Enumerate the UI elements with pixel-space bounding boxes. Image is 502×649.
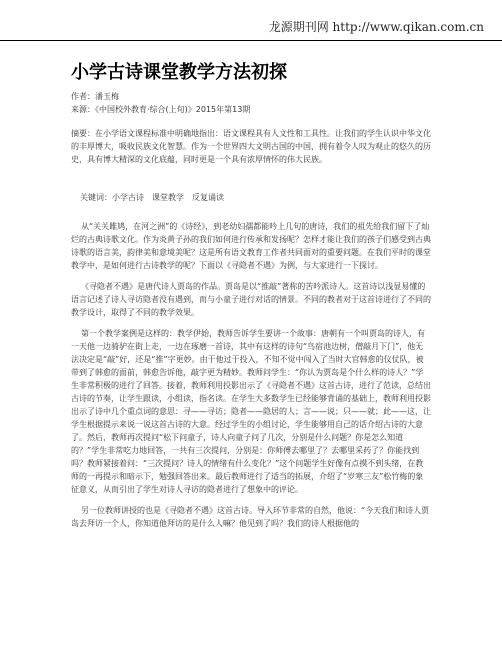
keywords: 关键词：小学古诗 课堂教学 反复诵读 xyxy=(80,193,224,202)
header-rule xyxy=(0,40,502,41)
site-header[interactable]: 龙源期刊网 http://www.qikan.com.cn xyxy=(268,20,484,34)
paragraph: 《寻隐者不遇》是唐代诗人贾岛的作品。贾岛是以“推敲”著称的苦吟派诗人。这首诗以浅显易懂的语言记述了诗人寻访隐者没有遇到，而与小童子进行对话的情景。不同的教者对于这首诗进行了不同的教学设计，取得了不同的教学效果。 xyxy=(71,282,431,317)
source-line: 来源：《中国校外教育·综合(上旬)》2015年第13期 xyxy=(71,105,251,114)
paragraph: 第一个教学案例是这样的：教学伊始，教师告诉学生要讲一个故事：唐朝有一个叫贾岛的诗人，有一天他一边骑驴在街上走，一边在琢磨一首诗，其中有这样的诗句“鸟宿池边树，僧敲月下门”，他无法决定是“敲”好，还是“推”字更妙。由于他过于投入，不知不觉中闯入了当时大官韩愈的仪仗队，被带到了韩愈的面前，韩愈告诉他，敲字更为精妙。教师问学生：“你认为贾岛是个什么样的诗人？”学生非常积极的进行了回答。接着，教师利用投影出示了《寻隐者不遇》这首古诗，进行了范读，总结出古诗的节奏，让学生跟读，小组读，指名读。在学生大多数学生已经能够背诵的基础上，教师利用投影出示了诗中几个重点词的意思：寻——寻访；隐者——隐居的人；言——说；只——就；此——这，让学生根据提示来说一说这首古诗的大意。经过学生的小组讨论，学生能够用自己的话介绍古诗的大意了。然后，教师再次提问“松下问童子，诗人向童子问了几次，分别是什么问题？你是怎么知道的？”学生非常吃力地回答，一共有三次提问，分别是：你师傅去哪里了？去哪里采药了？你能找到吗？教师紧接着问：“三次提问？诗人的情绪有什么变化？”这个问题学生好像有点摸不到头绪，在教师的一再提示和暗示下，勉强回答出来。最后教师进行了适当的拓展，介绍了“岁寒三友”松竹梅的象征意义，从而引出了学生对诗人寻访的隐者进行了想象中的评论。 xyxy=(71,329,431,494)
paragraph: 从“关关雎鸠，在河之洲”的《诗经》，到老幼妇孺都能吟上几句的唐诗，我们的祖先给我们留下了灿烂的古典诗歌文化。作为炎黄子孙的我们如何进行传承和发扬呢？怎样才能让我们的孩子们感受到古典诗歌的语言美，韵律美和意境美呢？这是所有语文教育工作者共同面对的重要问题。在我们平时的课堂教学中，是如何进行古诗教学的呢？下面以《寻隐者不遇》为例，与大家进行一下探讨。 xyxy=(71,222,431,270)
article-title: 小学古诗课堂教学方法初探 xyxy=(71,62,287,83)
author-line: 作者：潘玉梅 xyxy=(71,92,119,101)
abstract: 摘要：在小学语文课程标准中明确地指出：语文课程具有人文性和工具性。让我们的学生认识中华文化的丰厚博大，吸收民族文化智慧。作为一个世界四大文明古国的中国，拥有着令人叹为观止的悠久的历史，具有博大精深的文化底蕴，同时更是一个具有浓厚情怀的伟大民族。 xyxy=(71,129,431,164)
article-body xyxy=(71,220,431,538)
paragraph: 另一位教师讲授的也是《寻隐者不遇》这首古诗。导入环节非常的自然，他说：“今天我们和诗人贾岛去拜访一个人，你知道他拜访的是什么人嘛？他见到了吗？我们的诗人根据他的 xyxy=(71,506,430,528)
